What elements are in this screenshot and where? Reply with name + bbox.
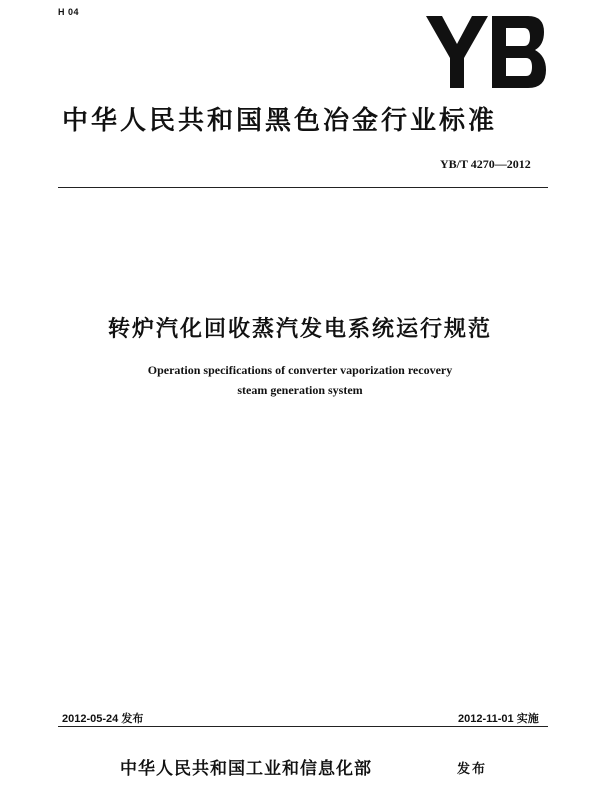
top-divider (58, 187, 548, 188)
title-english-line-1: Operation specifications of converter vaporization recovery (147, 363, 453, 377)
title-english (0, 360, 600, 400)
title-chinese: 转炉汽化回收蒸汽发电系统运行规范 (107, 317, 492, 342)
implement-date: 2012-11-01 实施 (458, 713, 539, 725)
bottom-divider (58, 726, 548, 727)
issue-date: 2012-05-24 发布 (62, 713, 144, 725)
classification-code: H 04 (58, 7, 80, 17)
publish-label: 发布 (457, 762, 488, 777)
title-english-line-2: steam generation system (237, 383, 363, 397)
publisher: 中华人民共和国工业和信息化部 (120, 759, 372, 779)
standard-number: YB/T 4270—2012 (440, 157, 531, 171)
org-title: 中华人民共和国黑色冶金行业标准 (62, 106, 498, 136)
yb-logo (426, 16, 546, 88)
